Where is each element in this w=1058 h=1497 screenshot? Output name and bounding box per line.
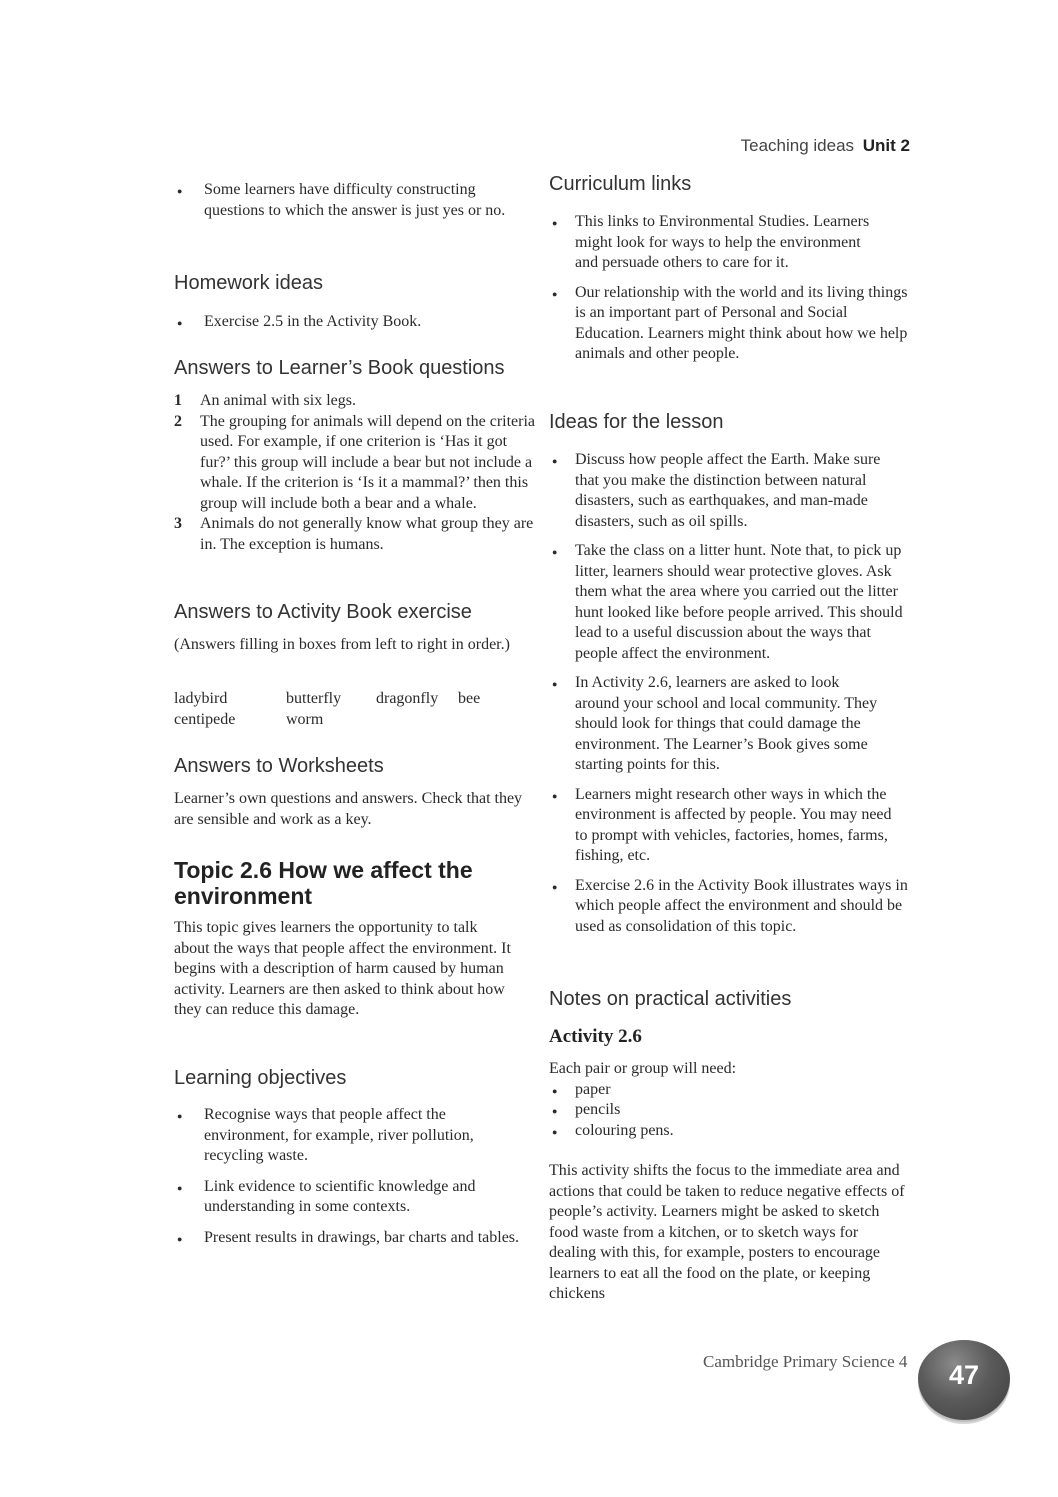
needs-intro: Each pair or group will need: — [549, 1060, 737, 1077]
ab-answers-intro-block — [174, 635, 536, 656]
animal-cell: butterfly — [286, 690, 342, 707]
answer-item — [174, 391, 536, 412]
homework-bullet: ● Exercise 2.5 in the Activity Book. — [174, 312, 536, 333]
animal-row — [174, 710, 536, 731]
answer-number: 3 — [174, 515, 182, 532]
needs-bullet: ● colouring pens. — [549, 1121, 911, 1142]
ab-answers-heading: Answers to Activity Book exercise — [174, 601, 472, 623]
ab-answers-intro: (Answers filling in boxes from left to right in order.) — [174, 636, 510, 653]
practical-text: This activity shifts the focus to the immediate area and actions that could be taken to reduce negative effects of people’s activity. Learners might be asked to sketch food waste from a kitchen, or to sketch ways for dealing with this, for example, posters to encourage learners to eat all the food on the plate, or keeping chickens — [549, 1162, 905, 1302]
ideas-bullet: ● Take the class on a litter hunt. Note that, to pick up litter, learners should wear protective gloves. Ask them what the area where you carried out the litter hunt looked like before people arrived. This should lead to a useful discussion about the ways that people affect the environment. — [549, 541, 911, 664]
answer-number: 1 — [174, 392, 182, 409]
intro-bullets — [174, 180, 536, 221]
activity-title: Activity 2.6 — [549, 1026, 642, 1047]
running-header — [741, 136, 910, 156]
answer-number: 2 — [174, 412, 182, 430]
homework-heading: Homework ideas — [174, 272, 323, 294]
topic-title: Topic 2.6 How we affect the environment — [174, 857, 473, 909]
topic-text-block — [174, 918, 536, 1021]
activity-title-block — [549, 1026, 911, 1048]
ideas-bullet: ● In Activity 2.6, learners are asked to look around your school and local community. They should look for things that could damage the environment. The Learner’s Book gives some starting points for this. — [549, 673, 887, 776]
worksheets-text: Learner’s own questions and answers. Check that they are sensible and work as a key. — [174, 790, 523, 828]
practical-heading: Notes on practical activities — [549, 988, 792, 1010]
curriculum-heading: Curriculum links — [549, 173, 692, 195]
worksheets-text-block — [174, 789, 536, 830]
homework-section — [174, 272, 536, 295]
objectives-list — [174, 1105, 536, 1248]
ideas-bullet: ● Exercise 2.6 in the Activity Book illustrates ways in which people affect the environment and should be used as consolidation of this topic. — [549, 876, 911, 938]
objectives-heading: Learning objectives — [174, 1067, 347, 1089]
ideas-list — [549, 450, 911, 937]
curriculum-section — [549, 173, 911, 196]
animal-cell: centipede — [174, 710, 236, 728]
practical-section — [549, 988, 911, 1011]
ideas-section — [549, 411, 911, 434]
answer-text: Animals do not generally know what group they are in. The exception is humans. — [200, 515, 534, 553]
needs-bullet: ● pencils — [549, 1100, 911, 1121]
ideas-bullet: ● Learners might research other ways in which the environment is affected by people. You may need to prompt with vehicles, factories, homes, farms, fishing, etc. — [549, 785, 905, 867]
book-title: Cambridge Primary Science 4 — [703, 1352, 908, 1371]
answer-item — [174, 412, 536, 515]
objectives-section — [174, 1067, 536, 1090]
lb-answers-section — [174, 357, 536, 380]
needs-block — [549, 1059, 911, 1141]
lb-answers-list — [174, 391, 536, 555]
header-unit: Unit 2 — [862, 136, 910, 155]
objective-bullet: ● Present results in drawings, bar charts and tables. — [174, 1228, 522, 1249]
worksheets-section — [174, 755, 536, 778]
animal-cell: worm — [286, 710, 324, 728]
page-number: 47 — [948, 1360, 980, 1390]
animal-row — [174, 689, 536, 710]
worksheets-heading: Answers to Worksheets — [174, 755, 384, 777]
topic-text: This topic gives learners the opportunity to talk about the ways that people affect the environment. It begins with a description of harm caused by human activity. Learners are then asked to think about how they can reduce this damage. — [174, 919, 511, 1018]
animal-answers-table — [174, 689, 536, 730]
intro-bullet: ● Some learners have difficulty constructing questions to which the answer is just yes or no. — [174, 180, 520, 221]
animal-cell: ladybird — [174, 690, 228, 707]
answer-item — [174, 514, 536, 555]
animal-cell: dragonfly — [376, 690, 439, 707]
objective-bullet: ● Link evidence to scientific knowledge and understanding in some contexts. — [174, 1177, 522, 1218]
ab-answers-section — [174, 601, 536, 624]
answer-text: The grouping for animals will depend on the criteria used. For example, if one criterion is ‘Has it got fur?’ this group will include a bear but not include a whale. If the criterion is ‘Is it a mammal?’ then this group will include both a bear and a whale. — [200, 412, 536, 512]
ideas-heading: Ideas for the lesson — [549, 411, 724, 433]
header-section: Teaching ideas — [740, 136, 855, 155]
curriculum-list — [549, 212, 911, 365]
topic-section — [174, 857, 536, 909]
needs-bullet: ● paper — [549, 1080, 911, 1101]
page-number-badge — [918, 1340, 1010, 1420]
curriculum-bullet: ● Our relationship with the world and its living things is an important part of Personal and Social Education. Learners might think about how we help animals and other people. — [549, 283, 911, 365]
lb-answers-heading: Answers to Learner’s Book questions — [174, 357, 505, 379]
objective-bullet: ● Recognise ways that people affect the environment, for example, river pollution, recycling waste. — [174, 1105, 522, 1167]
answer-text: An animal with six legs. — [200, 392, 356, 409]
ideas-bullet: ● Discuss how people affect the Earth. Make sure that you make the distinction between natural disasters, such as earthquakes, and man-made disasters, such as oil spills. — [549, 450, 895, 532]
homework-list — [174, 312, 536, 333]
animal-cell: bee — [458, 690, 481, 707]
curriculum-bullet: ● This links to Environmental Studies. Learners might look for ways to help the environment and persuade others to care for it. — [549, 212, 885, 274]
practical-text-block — [549, 1161, 911, 1305]
